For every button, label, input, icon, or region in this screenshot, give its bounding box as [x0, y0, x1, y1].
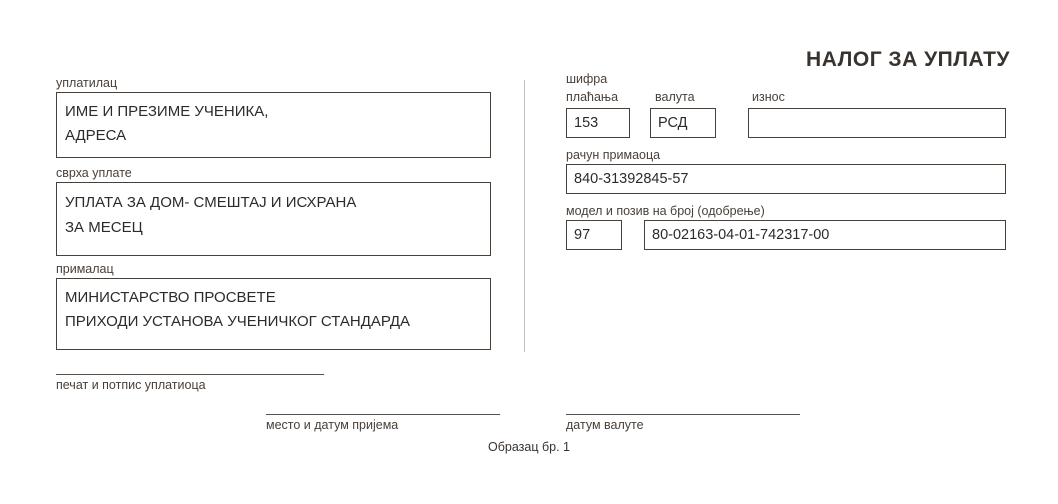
place-date-line	[266, 414, 500, 415]
payment-code-field[interactable]	[566, 108, 630, 138]
currency-value: РСД	[658, 115, 688, 131]
amount-field[interactable]	[748, 108, 1006, 138]
recipient-field[interactable]	[56, 278, 491, 350]
payer-field[interactable]	[56, 92, 491, 158]
account-label: рачун примаоца	[566, 148, 661, 162]
document-title: НАЛОГ ЗА УПЛАТУ	[806, 48, 1010, 71]
payment-code-value: 153	[574, 115, 599, 131]
payment-code-label-line-2: плаћања	[566, 90, 619, 104]
purpose-label: сврха уплате	[56, 166, 132, 180]
purpose-field[interactable]	[56, 182, 491, 256]
form-number: Образац бр. 1	[488, 440, 570, 454]
place-date-label: место и датум пријема	[266, 418, 399, 432]
stamp-signature-line	[56, 374, 324, 375]
currency-label: валута	[655, 90, 695, 104]
reference-number-value: 80-02163-04-01-742317-00	[652, 227, 830, 243]
payer-line-1: ИМЕ И ПРЕЗИМЕ УЧЕНИКА,	[65, 103, 269, 120]
recipient-line-1: МИНИСТАРСТВО ПРОСВЕТЕ	[65, 289, 276, 306]
account-value: 840-31392845-57	[574, 171, 689, 187]
recipient-label: прималац	[56, 262, 114, 276]
currency-field[interactable]	[650, 108, 716, 138]
amount-label: износ	[752, 90, 785, 104]
account-field[interactable]	[566, 164, 1006, 194]
payer-line-2: АДРЕСА	[65, 127, 127, 144]
purpose-line-1: УПЛАТА ЗА ДОМ- СМЕШТАЈ И ИСХРАНА	[65, 194, 357, 211]
payment-code-label-line-1: шифра	[566, 72, 608, 86]
value-date-label: датум валуте	[566, 418, 644, 432]
model-field[interactable]	[566, 220, 622, 250]
model-value: 97	[574, 227, 591, 243]
purpose-line-2: ЗА МЕСЕЦ	[65, 219, 143, 236]
reference-number-field[interactable]	[644, 220, 1006, 250]
vertical-divider	[524, 80, 525, 352]
stamp-signature-label: печат и потпис уплатиоца	[56, 378, 206, 392]
model-reference-label: модел и позив на број (одобрење)	[566, 204, 765, 218]
value-date-line	[566, 414, 800, 415]
recipient-line-2: ПРИХОДИ УСТАНОВА УЧЕНИЧКОГ СТАНДАРДА	[65, 313, 411, 330]
payer-label: уплатилац	[56, 76, 118, 90]
